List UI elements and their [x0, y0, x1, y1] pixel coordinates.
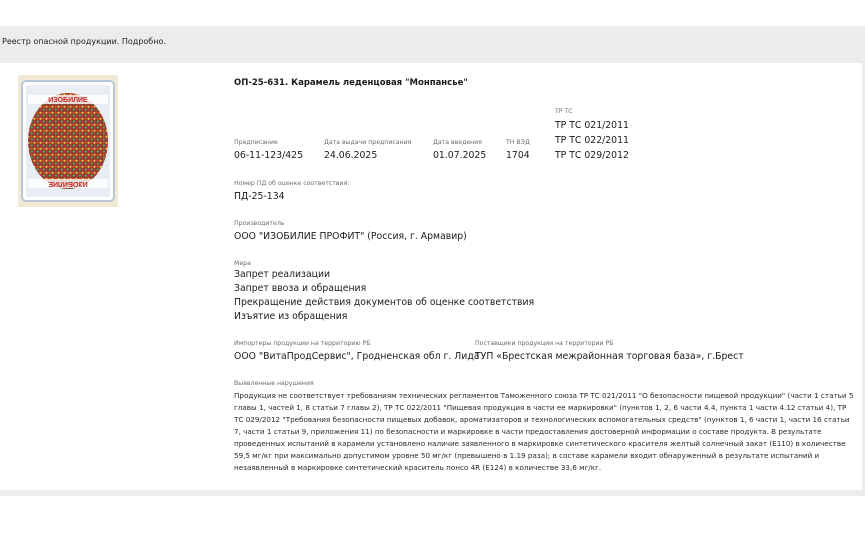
product-photo-logo-text-inverted: ИЗОБИЛИЕ	[48, 180, 88, 187]
measures-label: Мера	[234, 260, 251, 267]
suppliers-value: ТУП «Брестская межрайонная торговая база», г.Брест	[475, 351, 744, 362]
product-photo[interactable]	[18, 75, 118, 207]
trts-item: ТР ТС 021/2011	[555, 120, 629, 131]
issue-date-label: Дата выдачи предписания	[324, 139, 412, 146]
issue-date-value: 24.06.2025	[324, 150, 378, 161]
manufacturer-label: Производитель	[234, 220, 285, 227]
tnved-value: 1704	[506, 150, 530, 161]
trts-item: ТР ТС 022/2011	[555, 135, 629, 146]
measure-item: Изъятие из обращения	[234, 311, 348, 322]
page-header: Реестр опасной продукции. Подробно.	[2, 37, 166, 46]
violations-text: Продукция не соответствует требованиям технических регламентов Таможенного союза ТР ТС 021/2011 "О безопасности пищевой продукции" (части 1 статьи 5 главы 1, частей 1, 8 статьи 7 главы 2), ТР ТС 022/2011 "Пищевая продукция в части ее маркировки" (пунктов 1, 2, 6 части 4.4, пункта 1 части 4.12 статьи 4), ТР ТС 029/2012 "Требования безопасности пищевых добавок, ароматизаторов и технологических вспомогательных средств" (пунктов 1, 6 части 1, части 16 статьи 7, части 1 статьи 9, приложения 11) по безопасности и маркировке в части предоставления достоверной информации о составе продукта. В результате проведенных испытаний в карамели установлено наличие заявленного в маркировке синтетического красителя желтый солнечный закат (Е110) в количестве 59,5 мг/кг при максимально допустимом уровне 50 мг/кг (превышено в 1.19 раза); в составе карамели входит обнаруженный в результате испытаний и незаявленный в маркировке синтетический краситель понсо 4R (Е124) в количестве 33,6 мг/кг.	[234, 391, 854, 472]
violations-label: Выявленные нарушения	[234, 380, 314, 387]
intro-date-label: Дата введения	[433, 139, 482, 146]
pd-number-value: ПД-25-134	[234, 191, 285, 202]
importers-value: ООО "ВитаПродСервис", Гродненская обл г. Лида	[234, 351, 480, 362]
trts-label: ТР ТС	[555, 108, 573, 115]
measures-list	[234, 268, 534, 324]
suppliers-label: Поставщики продукции на территории РБ	[475, 340, 614, 347]
trts-item: ТР ТС 029/2012	[555, 150, 629, 161]
prescription-label: Предписание	[234, 139, 278, 146]
importers-label: Импортеры продукции на территорию РБ	[234, 340, 371, 347]
trts-list	[555, 118, 629, 163]
prescription-value: 06-11-123/425	[234, 150, 303, 161]
page-background	[0, 26, 865, 496]
pd-number-label: Номер ПД об оценке соответствия:	[234, 180, 350, 187]
product-card	[0, 63, 862, 490]
intro-date-value: 01.07.2025	[433, 150, 487, 161]
measure-item: Прекращение действия документов об оценке соответствия	[234, 297, 535, 308]
measure-item: Запрет ввоза и обращения	[234, 283, 367, 294]
product-title: ОП-25-631. Карамель леденцовая "Монпансье"	[234, 78, 468, 88]
product-photo-logo-text: ИЗОБИЛИЕ	[48, 97, 88, 104]
manufacturer-value: ООО "ИЗОБИЛИЕ ПРОФИТ" (Россия, г. Армавир)	[234, 231, 467, 242]
measure-item: Запрет реализации	[234, 269, 331, 280]
tnved-label: ТН ВЭД	[506, 139, 530, 146]
